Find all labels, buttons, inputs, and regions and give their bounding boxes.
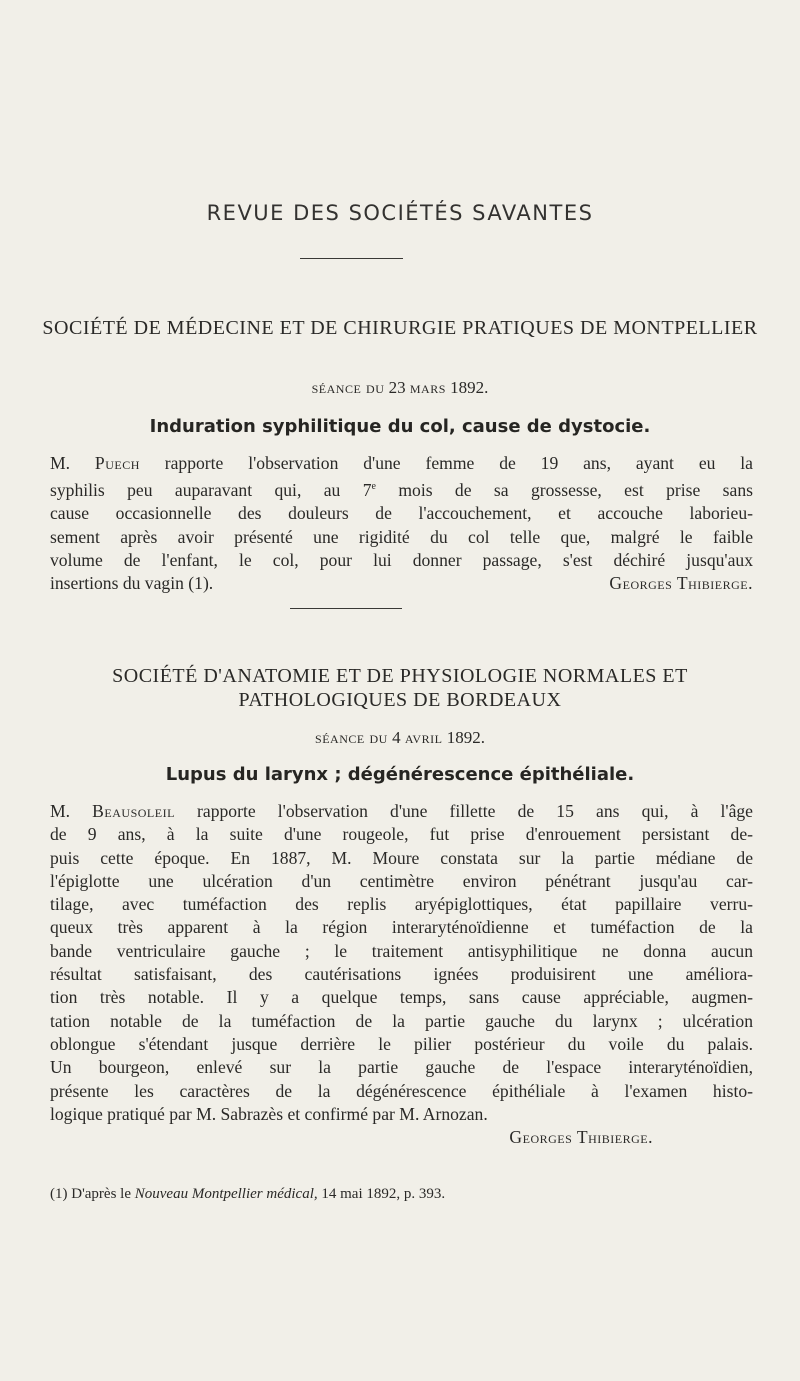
body-line: volume de l'enfant, le col, pour lui donner passage, s'est déchiré jusqu'aux: [50, 550, 753, 571]
body-line: tion très notable. Il y a quelque temps, sans cause appréciable, augmen-: [50, 987, 753, 1008]
section-divider: [290, 608, 402, 609]
body-line: syphilis peu auparavant qui, au 7e mois de sa grossesse, est prise sans: [50, 480, 753, 501]
body-line: l'épiglotte une ulcération d'un centimètre environ pénétrant jusqu'au car-: [50, 870, 753, 891]
section2-subject: Lupus du larynx ; dégénérescence épithéliale.: [165, 764, 635, 785]
body-line-last: insertions du vagin (1). Georges Thibierge.: [50, 572, 753, 595]
footnote: (1) D'après le Nouveau Montpellier médical, 14 mai 1892, p. 393.: [50, 1186, 446, 1202]
footnote-journal: Nouveau Montpellier médical,: [134, 1186, 318, 1202]
body-line: résultat satisfaisant, des cautérisations ignées produisirent une améliora-: [50, 964, 753, 985]
body-line: puis cette époque. En 1887, M. Moure constata sur la partie médiane de: [50, 847, 753, 868]
body-line: présente les caractères de la dégénérescence épithéliale à l'examen histo-: [50, 1080, 753, 1101]
body-line: cause occasionnelle des douleurs de l'accouchement, et accouche laborieu-: [50, 503, 753, 524]
section1-subject: Induration syphilitique du col, cause de dystocie.: [149, 416, 651, 437]
body-line: oblongue s'étendant jusque derrière le pilier postérieur du voile du palais.: [50, 1033, 753, 1054]
body-line: M. Puech rapporte l'observation d'une femme de 19 ans, ayant eu la: [50, 453, 753, 473]
section1-society-heading: SOCIÉTÉ DE MÉDECINE ET DE CHIRURGIE PRATIQUES DE MONTPELLIER: [42, 317, 758, 339]
body-line: de 9 ans, à la suite d'une rougeole, fut prise d'enrouement persistant de-: [50, 824, 753, 845]
body-line: sement après avoir présenté une rigidité du col telle que, malgré le faible: [50, 526, 753, 547]
section1-body: [50, 452, 753, 596]
section2-body-text: [50, 800, 753, 1149]
section1-signature: Georges Thibierge.: [609, 573, 753, 594]
page-title: REVUE DES SOCIÉTÉS SAVANTES: [206, 201, 594, 225]
section1-seance-date: séance du 23 mars 1892.: [311, 378, 489, 397]
body-line: Un bourgeon, enlevé sur la partie gauche de l'espace interaryténoïdien,: [50, 1057, 753, 1078]
section2-society-heading: SOCIÉTÉ D'ANATOMIE ET DE PHYSIOLOGIE NORMALES ET PATHOLOGIQUES DE BORDEAUX: [112, 665, 688, 711]
section2-seance-date: séance du 4 avril 1892.: [315, 728, 485, 747]
body-line: queux très apparent à la région interaryténoïdienne et tuméfaction de la: [50, 917, 753, 938]
body-line: tilage, avec tuméfaction des replis aryépiglottiques, état papillaire verru-: [50, 894, 753, 915]
section2-signature: Georges Thibierge.: [509, 1127, 653, 1148]
title-divider: [300, 258, 403, 259]
body-line: M. Beausoleil rapporte l'observation d'une fillette de 15 ans qui, à l'âge: [50, 801, 753, 821]
body-line-last: logique pratiqué par M. Sabrazès et confirmé par M. Arnozan.: [50, 1103, 488, 1124]
body-line: bande ventriculaire gauche ; le traitement antisyphilitique ne donna aucun: [50, 940, 753, 961]
body-line: tation notable de la tuméfaction de la partie gauche du larynx ; ulcération: [50, 1010, 753, 1031]
